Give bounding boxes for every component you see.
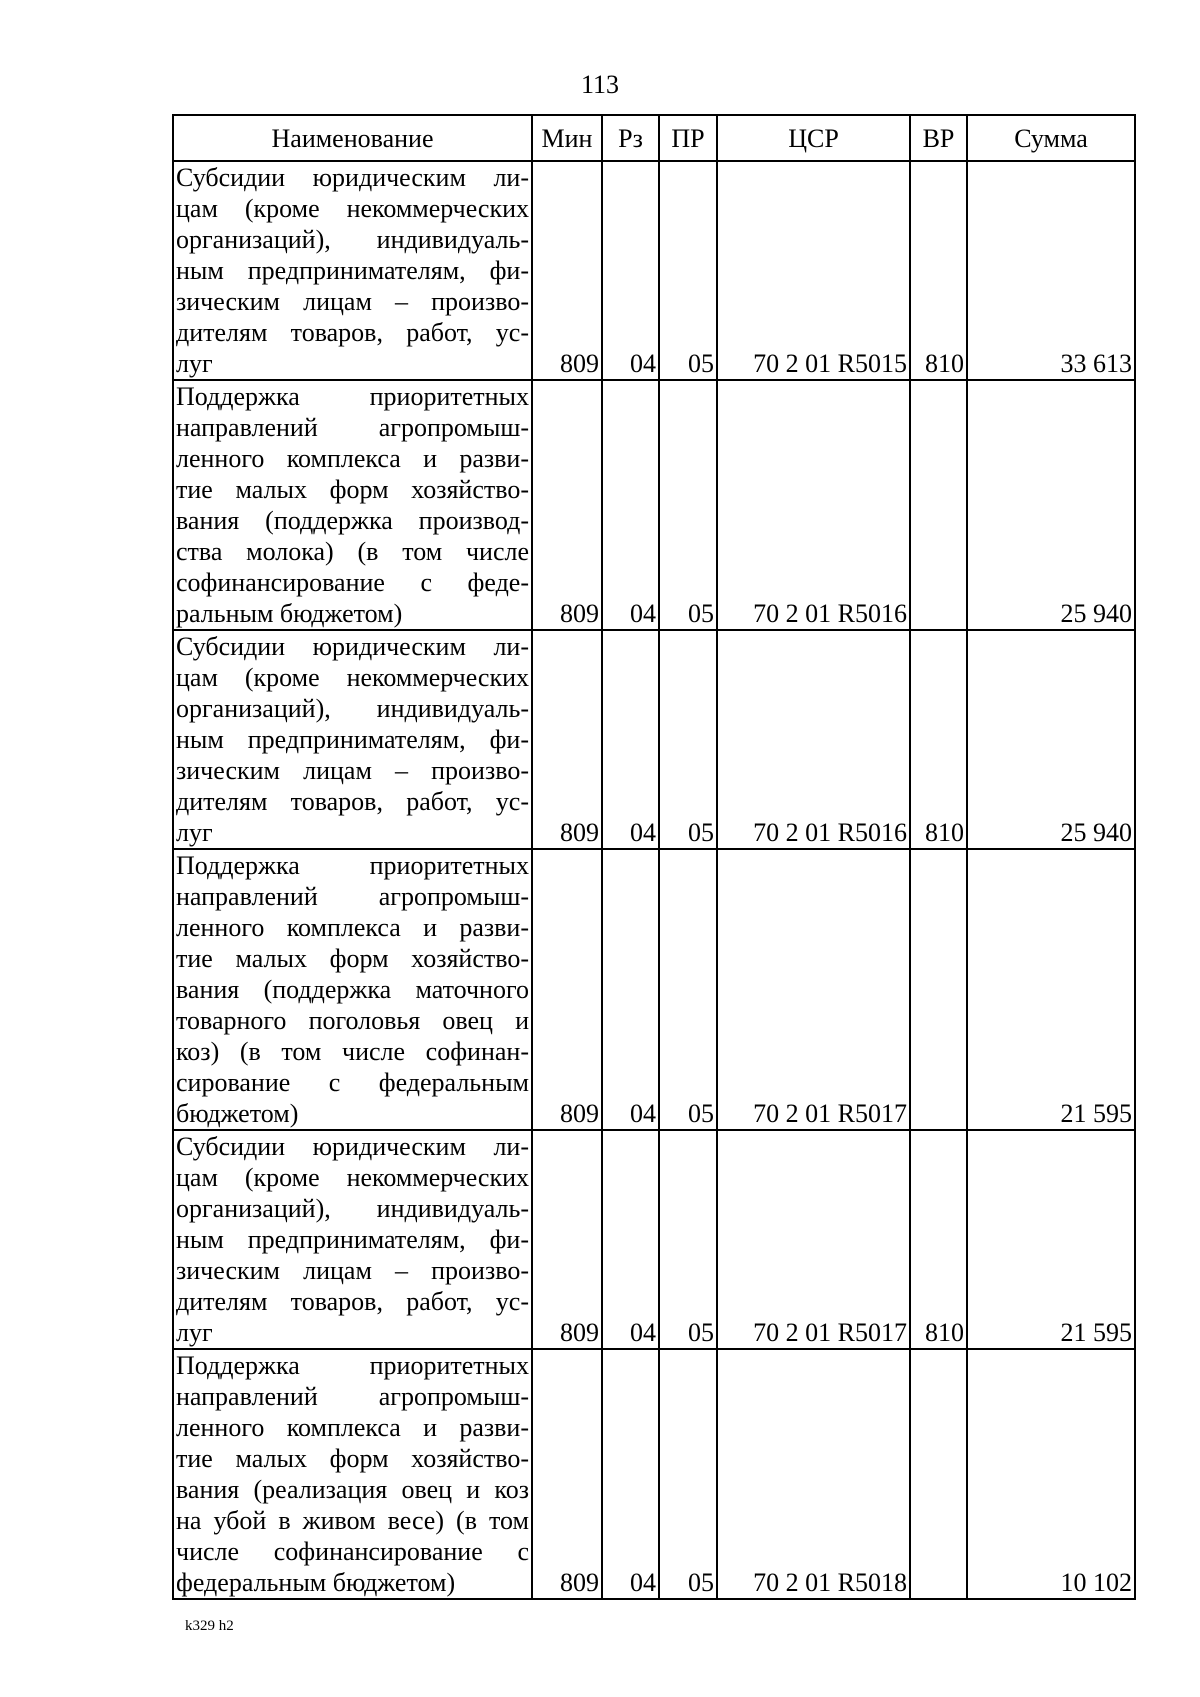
- name-line: луг: [176, 818, 213, 847]
- name-line: дителям товаров, работ, ус-: [176, 787, 529, 816]
- name-line: организаций), индивидуаль-: [176, 225, 529, 254]
- cell-csr: 70 2 01 R5015: [717, 161, 910, 380]
- name-line: зическим лицам – произво-: [176, 1256, 529, 1285]
- cell-sum: 21 595: [967, 1130, 1135, 1349]
- cell-name: [173, 1349, 532, 1599]
- cell-pr: 05: [659, 161, 717, 380]
- name-line: Субсидии юридическим ли-: [176, 632, 529, 661]
- cell-min: 809: [532, 1130, 602, 1349]
- name-line: тие малых форм хозяйство-: [176, 944, 529, 973]
- cell-sum: 10 102: [967, 1349, 1135, 1599]
- name-line: организаций), индивидуаль-: [176, 1194, 529, 1223]
- name-line: дителям товаров, работ, ус-: [176, 1287, 529, 1316]
- cell-sum: 25 940: [967, 380, 1135, 630]
- cell-pr: 05: [659, 380, 717, 630]
- cell-min: 809: [532, 380, 602, 630]
- name-line: бюджетом): [176, 1099, 299, 1128]
- page-number: 113: [580, 70, 620, 99]
- name-line: цам (кроме некоммерческих: [176, 663, 529, 692]
- name-line: цам (кроме некоммерческих: [176, 194, 529, 223]
- name-line: зическим лицам – произво-: [176, 756, 529, 785]
- cell-pr: 05: [659, 849, 717, 1130]
- cell-name: [173, 849, 532, 1130]
- cell-pr: 05: [659, 1130, 717, 1349]
- table-row: [173, 630, 1135, 849]
- name-line: Поддержка приоритетных: [176, 1351, 529, 1380]
- cell-csr: 70 2 01 R5016: [717, 380, 910, 630]
- name-line: Субсидии юридическим ли-: [176, 1132, 529, 1161]
- name-line: софинансирование с феде-: [176, 568, 529, 597]
- name-line: вания (поддержка производ-: [176, 506, 529, 535]
- name-line: федеральным бюджетом): [176, 1568, 456, 1597]
- cell-sum: 21 595: [967, 849, 1135, 1130]
- cell-name: [173, 380, 532, 630]
- cell-name: [173, 630, 532, 849]
- name-line: товарного поголовья овец и: [176, 1006, 529, 1035]
- name-line: вания (поддержка маточного: [176, 975, 529, 1004]
- cell-rz: 04: [602, 849, 659, 1130]
- cell-sum: 25 940: [967, 630, 1135, 849]
- header-sum: Сумма: [967, 115, 1135, 161]
- name-line: сирование с федеральным: [176, 1068, 529, 1097]
- cell-name: [173, 1130, 532, 1349]
- name-line: направлений агропромыш-: [176, 413, 529, 442]
- name-line: ленного комплекса и разви-: [176, 444, 529, 473]
- header-min: Мин: [532, 115, 602, 161]
- name-line: цам (кроме некоммерческих: [176, 1163, 529, 1192]
- cell-min: 809: [532, 161, 602, 380]
- name-line: тие малых форм хозяйство-: [176, 1444, 529, 1473]
- table-row: [173, 380, 1135, 630]
- cell-sum: 33 613: [967, 161, 1135, 380]
- cell-pr: 05: [659, 1349, 717, 1599]
- name-line: Поддержка приоритетных: [176, 851, 529, 880]
- header-name: Наименование: [173, 115, 532, 161]
- table-row: [173, 849, 1135, 1130]
- table-header-row: [173, 115, 1135, 161]
- name-line: дителям товаров, работ, ус-: [176, 318, 529, 347]
- name-line: луг: [176, 1318, 213, 1347]
- cell-csr: 70 2 01 R5018: [717, 1349, 910, 1599]
- header-rz: Рз: [602, 115, 659, 161]
- name-line: луг: [176, 349, 213, 378]
- cell-rz: 04: [602, 1130, 659, 1349]
- cell-rz: 04: [602, 1349, 659, 1599]
- cell-vr: 810: [910, 161, 967, 380]
- name-line: ным предпринимателям, фи-: [176, 256, 529, 285]
- header-vr: ВР: [910, 115, 967, 161]
- cell-min: 809: [532, 1349, 602, 1599]
- cell-name: [173, 161, 532, 380]
- table-body: [173, 161, 1135, 1599]
- footer-code: k329 h2: [185, 1618, 234, 1634]
- header-pr: ПР: [659, 115, 717, 161]
- cell-csr: 70 2 01 R5017: [717, 849, 910, 1130]
- header-csr: ЦСР: [717, 115, 910, 161]
- cell-rz: 04: [602, 380, 659, 630]
- name-line: ным предпринимателям, фи-: [176, 1225, 529, 1254]
- name-line: вания (реализация овец и коз: [176, 1475, 529, 1504]
- cell-vr: 810: [910, 630, 967, 849]
- table-row: [173, 1349, 1135, 1599]
- name-line: ральным бюджетом): [176, 599, 403, 628]
- cell-min: 809: [532, 849, 602, 1130]
- cell-rz: 04: [602, 630, 659, 849]
- name-line: числе софинансирование с: [176, 1537, 529, 1566]
- cell-min: 809: [532, 630, 602, 849]
- name-line: организаций), индивидуаль-: [176, 694, 529, 723]
- name-line: Поддержка приоритетных: [176, 382, 529, 411]
- cell-vr: [910, 1349, 967, 1599]
- name-line: на убой в живом весе) (в том: [176, 1506, 529, 1535]
- name-line: ленного комплекса и разви-: [176, 913, 529, 942]
- name-line: ным предпринимателям, фи-: [176, 725, 529, 754]
- cell-rz: 04: [602, 161, 659, 380]
- name-line: зическим лицам – произво-: [176, 287, 529, 316]
- name-line: ства молока) (в том числе: [176, 537, 529, 566]
- table-row: [173, 1130, 1135, 1349]
- cell-vr: [910, 849, 967, 1130]
- name-line: тие малых форм хозяйство-: [176, 475, 529, 504]
- cell-csr: 70 2 01 R5017: [717, 1130, 910, 1349]
- name-line: ленного комплекса и разви-: [176, 1413, 529, 1442]
- name-line: Субсидии юридическим ли-: [176, 163, 529, 192]
- name-line: направлений агропромыш-: [176, 882, 529, 911]
- budget-table: [172, 114, 1136, 1600]
- cell-vr: [910, 380, 967, 630]
- cell-vr: 810: [910, 1130, 967, 1349]
- table-row: [173, 161, 1135, 380]
- name-line: коз) (в том числе софинан-: [176, 1037, 529, 1066]
- cell-pr: 05: [659, 630, 717, 849]
- cell-csr: 70 2 01 R5016: [717, 630, 910, 849]
- name-line: направлений агропромыш-: [176, 1382, 529, 1411]
